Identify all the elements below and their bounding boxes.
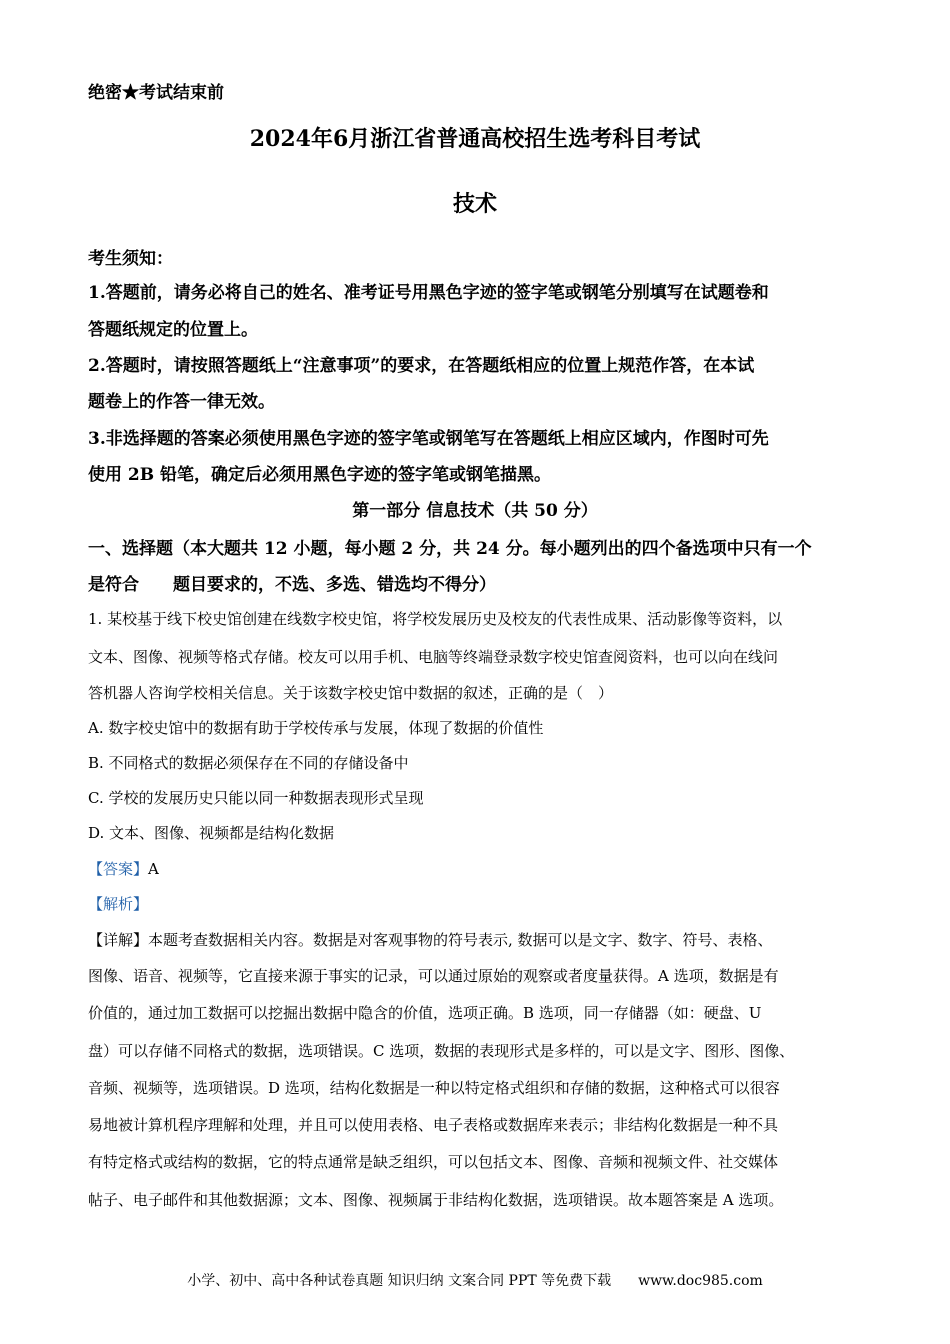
- section-heading-line-2: 是符合 题目要求的，不选、多选、错选均不得分）: [88, 575, 496, 595]
- detail-line-8: 帖子、电子邮件和其他数据源；文本、图像、视频属于非结构化数据，选项错误。故本题答案是 A 选项。: [88, 1191, 784, 1209]
- answer-value: A: [148, 860, 159, 878]
- analysis-tag: 【解析】: [88, 895, 149, 913]
- question-stem-line-3: 答机器人咨询学校相关信息。关于该数字校史馆中数据的叙述，正确的是（ ）: [88, 684, 614, 702]
- detail-line-4: 盘）可以存储不同格式的数据，选项错误。C 选项，数据的表现形式是多样的，可以是文字、图形、图像、: [88, 1042, 795, 1060]
- notice-item-2-line-2: 题卷上的作答一律无效。: [88, 392, 275, 412]
- answer-tag: 【答案】: [88, 860, 149, 878]
- detail-line-3: 价值的，通过加工数据可以挖掘出数据中隐含的价值，选项正确。B 选项，同一存储器（如：硬盘、U: [88, 1004, 762, 1022]
- option-a: A. 数字校史馆中的数据有助于学校传承与发展，体现了数据的价值性: [88, 719, 544, 737]
- notice-item-2-line-1: 2.答题时，请按照答题纸上“注意事项”的要求，在答题纸相应的位置上规范作答，在本试: [88, 356, 755, 376]
- subject-title: 技术: [452, 191, 497, 217]
- detail-line-2: 图像、语音、视频等，它直接来源于事实的记录，可以通过原始的观察或者度量获得。A 选项，数据是有: [88, 967, 779, 985]
- notice-item-3-line-1: 3.非选择题的答案必须使用黑色字迹的签字笔或钢笔写在答题纸上相应区域内，作图时可先: [88, 429, 769, 449]
- detail-line-5: 音频、视频等，选项错误。D 选项，结构化数据是一种以特定格式组织和存储的数据，这种格式可以很容: [88, 1079, 780, 1097]
- notice-item-3-line-2: 使用 2B 铅笔，确定后必须用黑色字迹的签字笔或钢笔描黑。: [88, 465, 552, 485]
- detail-text-1: 本题考查数据相关内容。数据是对客观事物的符号表示, 数据可以是文字、数字、符号、表格、: [148, 931, 773, 949]
- option-b: B. 不同格式的数据必须保存在不同的存储设备中: [88, 754, 409, 772]
- footer-url[interactable]: www.doc985.com: [638, 1273, 763, 1289]
- detail-line-7: 有特定格式或结构的数据，它的特点通常是缺乏组织，可以包括文本、图像、音频和视频文件、社交媒体: [88, 1153, 779, 1171]
- question-stem-line-2: 文本、图像、视频等格式存储。校友可以用手机、电脑等终端登录数字校史馆查阅资料，也可以向在线问: [88, 648, 779, 666]
- exam-title: 2024年6月浙江省普通高校招生选考科目考试: [249, 126, 701, 152]
- section-heading-line-1: 一、选择题（本大题共 12 小题，每小题 2 分，共 24 分。每小题列出的四个备选项中只有一个: [88, 539, 812, 559]
- detail-line-6: 易地被计算机程序理解和处理，并且可以使用表格、电子表格或数据库来表示；非结构化数据是一种不具: [88, 1116, 779, 1134]
- notice-heading: 考生须知：: [88, 249, 173, 269]
- notice-item-1-line-1: 1.答题前，请务必将自己的姓名、准考证号用黑色字迹的签字笔或钢笔分别填写在试题卷和: [88, 283, 769, 303]
- option-d: D. 文本、图像、视频都是结构化数据: [88, 824, 335, 842]
- detail-line-1: [88, 929, 773, 950]
- option-c: C. 学校的发展历史只能以同一种数据表现形式呈现: [88, 789, 424, 807]
- answer-line: [88, 858, 159, 879]
- detail-tag: 【详解】: [88, 931, 149, 949]
- footer-text: 小学、初中、高中各种试卷真题 知识归纳 文案合同 PPT 等免费下载: [187, 1273, 612, 1289]
- part-title: 第一部分 信息技术（共 50 分）: [352, 501, 598, 521]
- notice-item-1-line-2: 答题纸规定的位置上。: [88, 320, 258, 340]
- page-footer: [0, 1270, 950, 1290]
- question-stem-line-1: 1. 某校基于线下校史馆创建在线数字校史馆，将学校发展历史及校友的代表性成果、活动影像等资料，以: [88, 610, 783, 628]
- secret-mark: 绝密★考试结束前: [88, 83, 224, 103]
